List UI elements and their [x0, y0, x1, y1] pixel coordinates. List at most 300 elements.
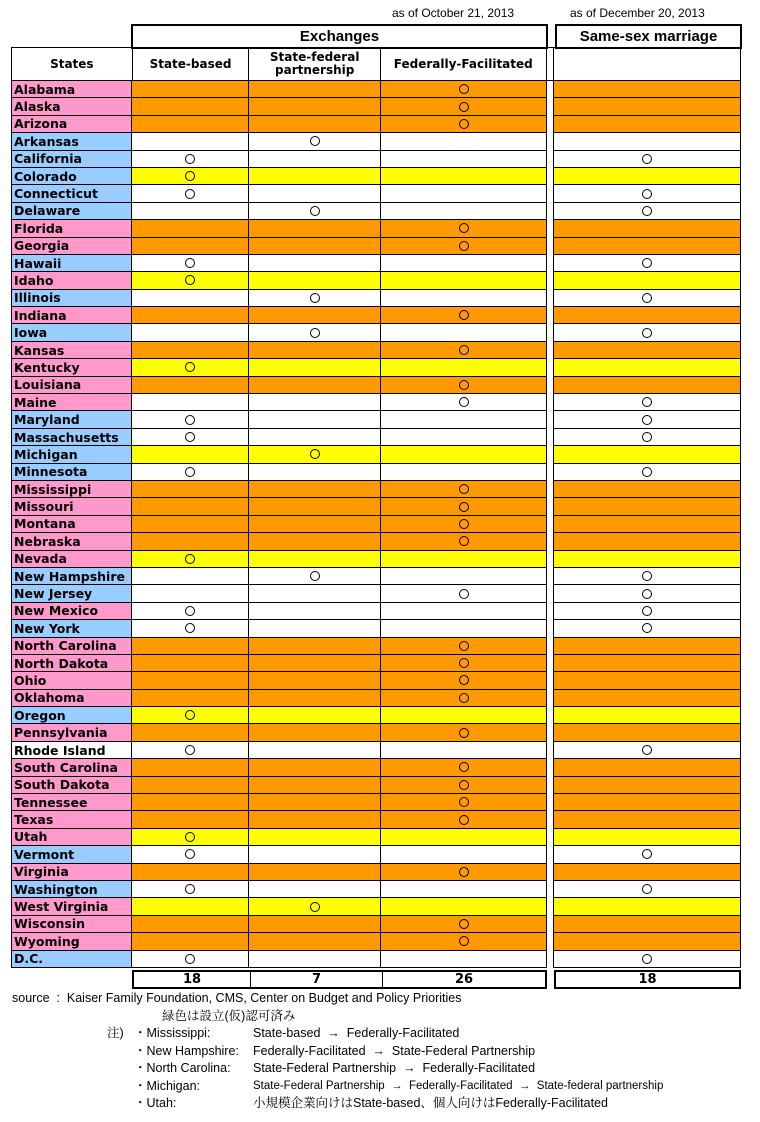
- table-row: [11, 585, 741, 602]
- state-based-cell: [132, 794, 249, 811]
- column-gap: [547, 151, 554, 168]
- federal-cell: [381, 916, 547, 933]
- table-row: [11, 220, 741, 237]
- circle-mark-icon: [185, 849, 195, 859]
- federal-cell: [381, 846, 547, 863]
- table-row: [11, 916, 741, 933]
- federal-cell: [381, 951, 547, 968]
- table-row: [11, 568, 741, 585]
- federal-cell: [381, 585, 547, 602]
- marriage-cell: [554, 238, 741, 255]
- state-name: Connecticut: [11, 185, 132, 202]
- federal-cell: [381, 324, 547, 341]
- state-based-cell: [132, 220, 249, 237]
- marriage-cell: [554, 898, 741, 915]
- column-gap: [547, 829, 554, 846]
- state-based-cell: [132, 951, 249, 968]
- table-row: [11, 238, 741, 255]
- marriage-cell: [554, 655, 741, 672]
- partnership-cell: [249, 255, 381, 272]
- circle-mark-icon: [459, 484, 469, 494]
- state-name: Rhode Island: [11, 742, 132, 759]
- marriage-cell: [554, 377, 741, 394]
- table-row: [11, 759, 741, 776]
- federal-cell: [381, 272, 547, 289]
- state-name: Vermont: [11, 846, 132, 863]
- circle-mark-icon: [642, 849, 652, 859]
- federal-column-header: Federally-Facilitated: [381, 48, 547, 80]
- column-gap: [547, 777, 554, 794]
- partnership-cell: [249, 185, 381, 202]
- federal-cell: [381, 516, 547, 533]
- state-based-cell: [132, 307, 249, 324]
- table-row: [11, 203, 741, 220]
- marriage-cell: [554, 498, 741, 515]
- table-row: [11, 464, 741, 481]
- state-based-cell: [132, 446, 249, 463]
- circle-mark-icon: [185, 415, 195, 425]
- state-based-cell: [132, 377, 249, 394]
- table-row: [11, 342, 741, 359]
- table-row: [11, 846, 741, 863]
- note-text: Federally-Facilitated → State-Federal Partnership: [253, 1043, 536, 1058]
- table-row: [11, 429, 741, 446]
- marriage-total: 18: [638, 971, 657, 987]
- marriage-cell: [554, 411, 741, 428]
- column-gap: [547, 742, 554, 759]
- circle-mark-icon: [642, 954, 652, 964]
- federal-cell: [381, 238, 547, 255]
- table-row: [11, 898, 741, 915]
- partnership-cell: [249, 707, 381, 724]
- column-gap: [547, 98, 554, 115]
- marriage-cell: [554, 98, 741, 115]
- marriage-cell: [554, 255, 741, 272]
- state-based-cell: [132, 359, 249, 376]
- state-based-cell: [132, 429, 249, 446]
- circle-mark-icon: [185, 554, 195, 564]
- federal-cell: [381, 568, 547, 585]
- circle-mark-icon: [185, 467, 195, 477]
- marriage-cell: [554, 342, 741, 359]
- federal-cell: [381, 794, 547, 811]
- same-sex-marriage-header: Same-sex marriage: [555, 24, 742, 49]
- state-based-cell: [132, 238, 249, 255]
- circle-mark-icon: [459, 502, 469, 512]
- circle-mark-icon: [459, 397, 469, 407]
- marriage-cell: [554, 168, 741, 185]
- marriage-cell: [554, 638, 741, 655]
- marriage-cell: [554, 429, 741, 446]
- states-column-header: States: [12, 48, 133, 80]
- federal-cell: [381, 533, 547, 550]
- circle-mark-icon: [185, 362, 195, 372]
- circle-mark-icon: [310, 571, 320, 581]
- state-name: Hawaii: [11, 255, 132, 272]
- column-gap: [547, 324, 554, 341]
- state-name: Arkansas: [11, 133, 132, 150]
- state-name: Oregon: [11, 707, 132, 724]
- circle-mark-icon: [459, 762, 469, 772]
- circle-mark-icon: [642, 467, 652, 477]
- federal-cell: [381, 881, 547, 898]
- table-row: [11, 185, 741, 202]
- table-row: [11, 794, 741, 811]
- circle-mark-icon: [185, 623, 195, 633]
- state-based-column-header: State-based: [133, 48, 250, 80]
- table-row: [11, 359, 741, 376]
- partnership-cell: [249, 724, 381, 741]
- table-row: [11, 690, 741, 707]
- partnership-cell: [249, 133, 381, 150]
- table-row: [11, 707, 741, 724]
- federal-cell: [381, 777, 547, 794]
- partnership-cell: [249, 881, 381, 898]
- partnership-cell: [249, 638, 381, 655]
- federal-cell: [381, 394, 547, 411]
- change-notes: [12, 1025, 664, 1113]
- circle-mark-icon: [642, 206, 652, 216]
- state-name: North Dakota: [11, 655, 132, 672]
- federal-cell: [381, 359, 547, 376]
- column-gap: [547, 881, 554, 898]
- change-note-line: [12, 1095, 608, 1113]
- circle-mark-icon: [185, 606, 195, 616]
- marriage-cell: [554, 603, 741, 620]
- circle-mark-icon: [459, 119, 469, 129]
- circle-mark-icon: [185, 710, 195, 720]
- note-state: ・New Hampshire:: [134, 1043, 239, 1058]
- state-name: New Jersey: [11, 585, 132, 602]
- column-gap: [547, 307, 554, 324]
- federal-cell: [381, 446, 547, 463]
- circle-mark-icon: [185, 954, 195, 964]
- circle-mark-icon: [642, 154, 652, 164]
- marriage-cell: [554, 481, 741, 498]
- circle-mark-icon: [185, 154, 195, 164]
- state-based-cell: [132, 133, 249, 150]
- table-row: [11, 603, 741, 620]
- partnership-cell: [249, 324, 381, 341]
- federal-cell: [381, 707, 547, 724]
- note-text: State-Federal Partnership → Federally-Facilitated: [253, 1061, 536, 1075]
- partnership-cell: [249, 498, 381, 515]
- state-based-cell: [132, 98, 249, 115]
- circle-mark-icon: [459, 345, 469, 355]
- state-name: Minnesota: [11, 464, 132, 481]
- partnership-cell: [249, 359, 381, 376]
- table-row: [11, 481, 741, 498]
- state-name: Mississippi: [11, 481, 132, 498]
- circle-mark-icon: [459, 780, 469, 790]
- state-name: Florida: [11, 220, 132, 237]
- state-based-cell: [132, 620, 249, 637]
- partnership-cell: [249, 481, 381, 498]
- column-gap: [547, 916, 554, 933]
- marriage-cell: [554, 777, 741, 794]
- state-based-cell: [132, 394, 249, 411]
- state-based-cell: [132, 672, 249, 689]
- state-based-cell: [132, 898, 249, 915]
- federal-total: 26: [454, 971, 474, 987]
- marriage-cell: [554, 220, 741, 237]
- table-row: [11, 168, 741, 185]
- state-based-cell: [132, 516, 249, 533]
- circle-mark-icon: [642, 189, 652, 199]
- state-name: Massachusetts: [11, 429, 132, 446]
- state-based-cell: [132, 168, 249, 185]
- partnership-cell: [249, 446, 381, 463]
- note-state: ・Michigan:: [134, 1078, 200, 1093]
- partnership-cell: [249, 116, 381, 133]
- state-based-cell: [132, 881, 249, 898]
- exchanges-totals: [132, 970, 547, 989]
- table-row: [11, 672, 741, 689]
- state-name: Washington: [11, 881, 132, 898]
- state-name: Tennessee: [11, 794, 132, 811]
- circle-mark-icon: [185, 171, 195, 181]
- state-based-cell: [132, 707, 249, 724]
- partnership-cell: [249, 933, 381, 950]
- partnership-cell: [249, 151, 381, 168]
- partnership-cell: [249, 759, 381, 776]
- state-name: Ohio: [11, 672, 132, 689]
- federal-cell: [381, 724, 547, 741]
- marriage-cell: [554, 203, 741, 220]
- column-gap: [547, 48, 554, 80]
- marriage-cell: [554, 672, 741, 689]
- state-based-cell: [132, 551, 249, 568]
- table-row: [11, 377, 741, 394]
- circle-mark-icon: [642, 589, 652, 599]
- partnership-total: 7: [251, 972, 383, 987]
- table-row: [11, 724, 741, 741]
- table-row: [11, 864, 741, 881]
- note-text: State-based → Federally-Facilitated: [253, 1026, 460, 1040]
- circle-mark-icon: [459, 241, 469, 251]
- federal-cell: [381, 203, 547, 220]
- partnership-cell: [249, 238, 381, 255]
- note-state: ・North Carolina:: [134, 1061, 231, 1075]
- marriage-cell: [554, 829, 741, 846]
- circle-mark-icon: [642, 432, 652, 442]
- federal-cell: [381, 429, 547, 446]
- marriage-cell: [554, 324, 741, 341]
- marriage-cell: [554, 116, 741, 133]
- partnership-cell: [249, 620, 381, 637]
- state-name: Illinois: [11, 290, 132, 307]
- partnership-cell: [249, 846, 381, 863]
- partnership-cell: [249, 342, 381, 359]
- partnership-cell: [249, 690, 381, 707]
- column-gap: [547, 481, 554, 498]
- circle-mark-icon: [310, 902, 320, 912]
- partnership-cell: [249, 272, 381, 289]
- marriage-cell: [554, 464, 741, 481]
- column-gap: [547, 690, 554, 707]
- marriage-cell: [554, 707, 741, 724]
- table-row: [11, 638, 741, 655]
- federal-cell: [381, 690, 547, 707]
- column-gap: [547, 446, 554, 463]
- marriage-cell: [554, 620, 741, 637]
- state-based-cell: [132, 933, 249, 950]
- state-name: South Carolina: [11, 759, 132, 776]
- column-gap: [547, 533, 554, 550]
- partnership-cell: [249, 377, 381, 394]
- marriage-cell: [554, 307, 741, 324]
- circle-mark-icon: [642, 293, 652, 303]
- partnership-cell: [249, 777, 381, 794]
- state-name: Delaware: [11, 203, 132, 220]
- partnership-cell: [249, 551, 381, 568]
- partnership-cell: [249, 394, 381, 411]
- state-name: South Dakota: [11, 777, 132, 794]
- federal-cell: [381, 220, 547, 237]
- marriage-cell: [554, 133, 741, 150]
- marriage-cell: [554, 359, 741, 376]
- note-prefix: 注): [107, 1026, 124, 1040]
- table-row: [11, 324, 741, 341]
- column-gap: [547, 516, 554, 533]
- circle-mark-icon: [459, 223, 469, 233]
- marriage-cell: [554, 794, 741, 811]
- state-based-cell: [132, 116, 249, 133]
- table-row: [11, 655, 741, 672]
- state-name: Colorado: [11, 168, 132, 185]
- state-name: Texas: [11, 811, 132, 828]
- column-gap: [547, 551, 554, 568]
- column-gap: [547, 724, 554, 741]
- marriage-cell: [554, 846, 741, 863]
- state-based-cell: [132, 585, 249, 602]
- federal-cell: [381, 481, 547, 498]
- change-note-line: [12, 1043, 536, 1061]
- state-based-cell: [132, 655, 249, 672]
- state-based-cell: [132, 272, 249, 289]
- federal-cell: [381, 759, 547, 776]
- partnership-column-header: State-federal partnership: [249, 48, 381, 80]
- partnership-cell: [249, 429, 381, 446]
- federal-cell: [381, 811, 547, 828]
- state-based-cell: [132, 864, 249, 881]
- state-name: Indiana: [11, 307, 132, 324]
- column-header-row: [11, 47, 741, 81]
- partnership-cell: [249, 220, 381, 237]
- partnership-cell: [249, 290, 381, 307]
- federal-cell: [381, 603, 547, 620]
- marriage-cell: [554, 585, 741, 602]
- column-gap: [547, 394, 554, 411]
- circle-mark-icon: [185, 258, 195, 268]
- column-gap: [547, 81, 554, 98]
- column-gap: [547, 185, 554, 202]
- circle-mark-icon: [459, 693, 469, 703]
- circle-mark-icon: [642, 745, 652, 755]
- state-based-cell: [132, 533, 249, 550]
- table-row: [11, 777, 741, 794]
- marriage-totals: [554, 970, 741, 989]
- circle-mark-icon: [459, 641, 469, 651]
- state-name: Kansas: [11, 342, 132, 359]
- column-gap: [547, 585, 554, 602]
- footnotes: [12, 990, 664, 1113]
- partnership-cell: [249, 533, 381, 550]
- federal-cell: [381, 551, 547, 568]
- column-gap: [547, 846, 554, 863]
- federal-cell: [381, 185, 547, 202]
- state-name: D.C.: [11, 951, 132, 968]
- federal-cell: [381, 133, 547, 150]
- partnership-cell: [249, 742, 381, 759]
- column-gap: [547, 655, 554, 672]
- federal-cell: [381, 151, 547, 168]
- circle-mark-icon: [310, 206, 320, 216]
- state-name: Pennsylvania: [11, 724, 132, 741]
- federal-cell: [381, 864, 547, 881]
- circle-mark-icon: [642, 606, 652, 616]
- federal-cell: [381, 255, 547, 272]
- federal-cell: [381, 933, 547, 950]
- federal-cell: [381, 464, 547, 481]
- state-name: Maryland: [11, 411, 132, 428]
- column-gap: [547, 133, 554, 150]
- circle-mark-icon: [642, 328, 652, 338]
- state-based-cell: [132, 829, 249, 846]
- federal-cell: [381, 638, 547, 655]
- state-based-cell: [132, 724, 249, 741]
- state-based-cell: [132, 568, 249, 585]
- state-based-cell: [132, 290, 249, 307]
- partnership-cell: [249, 168, 381, 185]
- states-table: [11, 47, 741, 989]
- state-name: Alaska: [11, 98, 132, 115]
- column-gap: [547, 220, 554, 237]
- column-gap: [547, 359, 554, 376]
- state-based-cell: [132, 742, 249, 759]
- state-name: Missouri: [11, 498, 132, 515]
- state-name: Utah: [11, 829, 132, 846]
- circle-mark-icon: [185, 189, 195, 199]
- partnership-cell: [249, 655, 381, 672]
- note-text: 小規模企業向けはState-based、個人向けはFederally-Facilitated: [253, 1096, 608, 1110]
- circle-mark-icon: [642, 623, 652, 633]
- column-gap: [547, 342, 554, 359]
- column-gap: [547, 620, 554, 637]
- change-note-line: [12, 1078, 664, 1096]
- state-based-cell: [132, 324, 249, 341]
- exchanges-as-of-date: as of October 21, 2013: [392, 6, 515, 20]
- state-name: Wisconsin: [11, 916, 132, 933]
- state-name: Alabama: [11, 81, 132, 98]
- column-gap: [547, 638, 554, 655]
- federal-cell: [381, 672, 547, 689]
- circle-mark-icon: [310, 328, 320, 338]
- state-name: New Hampshire: [11, 568, 132, 585]
- partnership-cell: [249, 916, 381, 933]
- federal-cell: [381, 290, 547, 307]
- federal-cell: [381, 81, 547, 98]
- table-row: [11, 811, 741, 828]
- federal-cell: [381, 98, 547, 115]
- change-note-line: [12, 1025, 462, 1043]
- partnership-cell: [249, 811, 381, 828]
- marriage-cell: [554, 81, 741, 98]
- column-gap: [547, 116, 554, 133]
- table-body: [11, 81, 741, 968]
- table-row: [11, 411, 741, 428]
- partnership-cell: [249, 829, 381, 846]
